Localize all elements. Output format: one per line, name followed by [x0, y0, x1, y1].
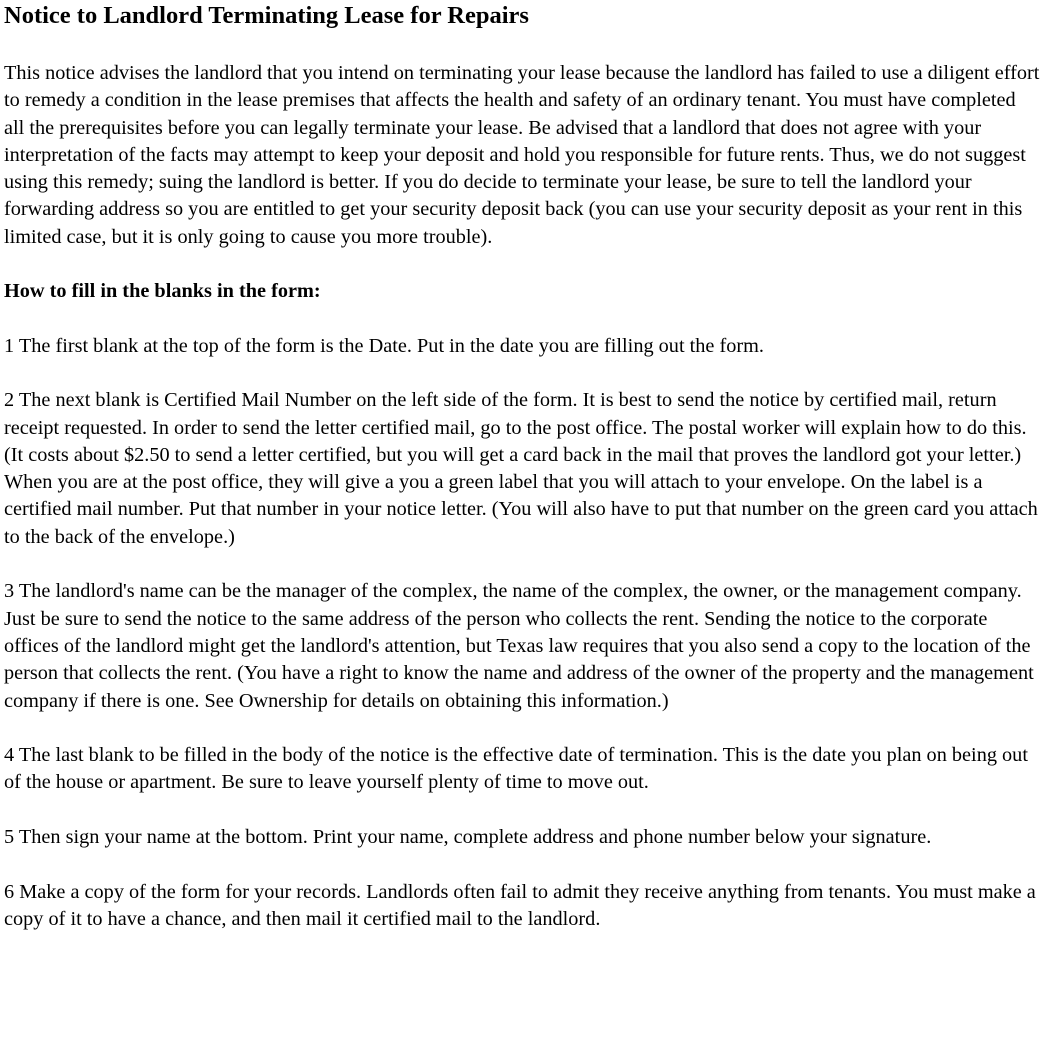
step-3-paragraph: 3 The landlord's name can be the manager of the complex, the name of the complex, the owner, or the management company. Just be sure to send the notice to the same address of the person who collects the rent. Sending the notice to the corporate offices of the landlord might get the landlord's attention, but Texas law requires that you also send a copy to the location of the person that collects the rent. (You have a right to know the name and address of the owner of the property and the management company if there is one. See Ownership for details on obtaining this information.) — [4, 580, 1034, 712]
step-6-paragraph: 6 Make a copy of the form for your records. Landlords often fail to admit they receive anything from tenants. You must make a copy of it to have a chance, and then mail it certified mail to the landlord. — [4, 880, 1036, 930]
howto-heading: How to fill in the blanks in the form: — [4, 280, 321, 303]
page-title: Notice to Landlord Terminating Lease for Repairs — [4, 2, 529, 29]
step-4-paragraph: 4 The last blank to be filled in the body of the notice is the effective date of termination. This is the date you plan on being out of the house or apartment. Be sure to leave yourself plenty of time to move out. — [4, 744, 1028, 794]
step-1-paragraph: 1 The first blank at the top of the form is the Date. Put in the date you are filling out the form. — [4, 334, 764, 357]
document-page — [4, 0, 1040, 933]
step-5-paragraph: 5 Then sign your name at the bottom. Print your name, complete address and phone number below your signature. — [4, 826, 932, 849]
step-2-paragraph: 2 The next blank is Certified Mail Number on the left side of the form. It is best to send the notice by certified mail, return receipt requested. In order to send the letter certified mail, go to the post office. The postal worker will explain how to do this. (It costs about $2.50 to send a letter certified, but you will get a card back in the mail that proves the landlord got your letter.) When you are at the post office, they will give a you a green label that you will attach to your envelope. On the label is a certified mail number. Put that number in your notice letter. (You will also have to put that number on the green card you attach to the back of the envelope.) — [4, 389, 1038, 548]
intro-paragraph: This notice advises the landlord that you intend on terminating your lease because the landlord has failed to use a diligent effort to remedy a condition in the lease premises that affects the health and safety of an ordinary tenant. You must have completed all the prerequisites before you can legally terminate your lease. Be advised that a landlord that does not agree with your interpretation of the facts may attempt to keep your deposit and hold you responsible for future rents. Thus, we do not suggest using this remedy; suing the landlord is better. If you do decide to terminate your lease, be sure to tell the landlord your forwarding address so you are entitled to get your security deposit back (you can use your security deposit as your rent in this limited case, but it is only going to cause you more trouble). — [4, 62, 1040, 248]
